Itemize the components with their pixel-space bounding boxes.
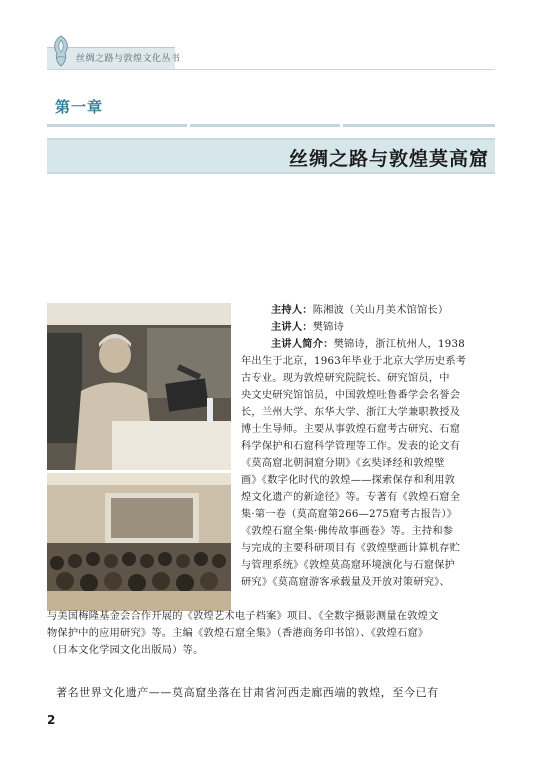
intro-text: 樊锦诗，浙江杭州人，1938 — [333, 339, 465, 350]
intro-line: 《莫高窟北朝洞窟分期》《玄奘译经和敦煌壁 — [241, 458, 445, 469]
intro-full-line: 物保护中的应用研究》等。主编《敦煌石窟全集》（香港商务印书馆）、《敦煌石窟》 — [47, 628, 429, 639]
intro-line: 画》《数字化时代的敦煌——探索保存和利用敦 — [241, 475, 456, 486]
intro-full-line: 与美国梅隆基金会合作开展的《敦煌艺术电子档案》项目、《全数字摄影测量在敦煌文 — [47, 611, 439, 622]
intro-line: 博士生导师。主要从事敦煌石窟考古研究、石窟 — [241, 424, 461, 435]
header-divider — [47, 69, 495, 70]
intro-line: 与管理系统》《敦煌莫高窟环境演化与石窟保护 — [241, 560, 456, 571]
intro-line: 央文史研究馆馆员，中国敦煌吐鲁番学会名誉会 — [241, 390, 461, 401]
audience-photo — [47, 473, 231, 611]
series-title: 丝绸之路与敦煌文化丛书 — [76, 54, 181, 64]
intro-line: 科学保护和石窟科学管理等工作。发表的论文有 — [241, 441, 461, 452]
intro-line: 年出生于北京，1963年毕业于北京大学历史系考 — [241, 356, 467, 367]
intro-line: 与完成的主要科研项目有《敦煌壁画计算机存贮 — [241, 543, 461, 554]
intro-full-width-lines — [47, 608, 439, 659]
host-value: 陈湘波（关山月美术馆馆长） — [312, 305, 449, 316]
intro-line: 煌文化遗产的新途径》等。专著有《敦煌石窟全 — [241, 492, 461, 503]
body-paragraph: 著名世界文化遗产——莫高窟坐落在甘肃省河西走廊西端的敦煌，至今已有 — [56, 686, 439, 699]
intro-label: 主讲人简介： — [271, 338, 334, 350]
chapter-rule-middle — [190, 124, 340, 127]
lecture-photo — [47, 303, 231, 470]
intro-line: 研究》《莫高窟游客承载量及开放对策研究》、 — [241, 577, 450, 588]
host-line — [271, 302, 448, 319]
chapter-label: 第一章 — [55, 98, 104, 116]
intro-wrapped-lines — [241, 353, 466, 591]
intro-line-first — [271, 336, 465, 353]
speaker-value: 樊锦诗 — [312, 322, 345, 333]
intro-full-line: （日本文化学园文化出版局）等。 — [47, 645, 204, 656]
speaker-line — [271, 319, 344, 336]
speaker-label: 主讲人： — [271, 321, 313, 333]
intro-line: 长，兰州大学、东华大学、浙江大学兼职教授及 — [241, 407, 461, 418]
intro-line: 集·第一卷（莫高窟第266—275窟考古报告）》 — [241, 509, 458, 520]
intro-line: 古专业。现为敦煌研究院院长、研究馆员，中 — [241, 373, 450, 384]
page-number: 2 — [47, 713, 56, 727]
chapter-rule-right — [343, 124, 495, 127]
host-label: 主持人： — [271, 304, 313, 316]
series-logo-icon — [49, 34, 73, 68]
intro-line: 《敦煌石窟全集·佛传故事画卷》等。主持和参 — [241, 526, 454, 537]
chapter-title: 丝绸之路与敦煌莫高窟 — [288, 148, 489, 170]
chapter-rule-left — [47, 124, 187, 127]
